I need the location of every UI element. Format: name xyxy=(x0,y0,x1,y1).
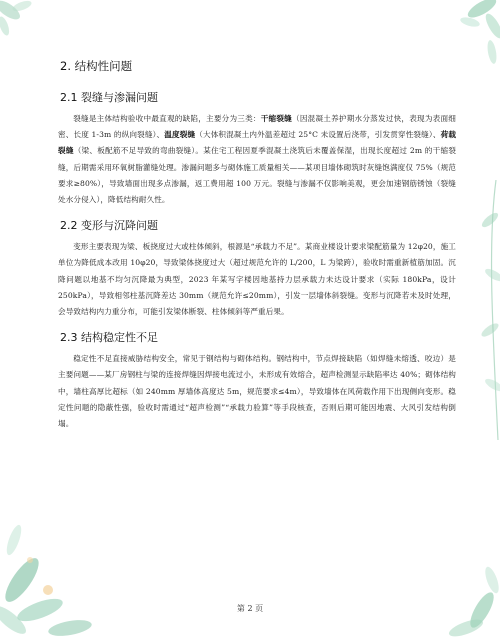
bottom-left-leaf-decoration xyxy=(0,470,120,640)
page-number: 第 2 页 xyxy=(236,604,264,613)
section-paragraph xyxy=(58,111,456,208)
section-2-3 xyxy=(58,330,456,432)
section-title: 2.2 变形与沉降问题 xyxy=(60,219,158,233)
right-leaf-decoration xyxy=(468,180,500,440)
section-title: 2.1 裂缝与渗漏问题 xyxy=(60,91,158,104)
text-run: 变形主要表现为梁、板挠度过大或柱体倾斜，根源是“承载力不足”。某商业楼设计要求梁配筋量为 12φ20，施工单位为降低成本改用 10φ20，导致梁体挠度过大（超过规范允许的 L/200，L 为梁跨），验收时需重新植筋加固。沉降问题以地基不均匀沉降最为典型，2023 年某写字楼因地基持力层承载力未达设计要求（实际 180kPa，设计 250kPa），导致相邻柱基沉降差达 30mm（规范允许≤20mm），引发一层墙体斜裂缝。变形与沉降若未及时处理，会导致结构内力重分布，可能引发梁体断裂、柱体倾斜等严重后果。 xyxy=(58,242,456,317)
bold-term: 温度裂缝 xyxy=(164,130,196,140)
text-run: 裂缝是主体结构验收中最直观的缺陷，主要分为三类： xyxy=(73,114,261,123)
section-paragraph xyxy=(58,351,456,432)
section-paragraph xyxy=(58,239,456,320)
text-run: （因混凝土养护期水分蒸发过快，表现为表面细密、长度 1-3m 的纵向裂缝）、 xyxy=(58,114,456,140)
section-2-2 xyxy=(58,218,456,320)
text-run: （大体积混凝土内外温差超过 25°C 未设置后浇带，引发贯穿性裂缝）、 xyxy=(195,130,441,140)
bold-term: 荷载裂缝 xyxy=(58,130,457,156)
section-title: 2.3 结构稳定性不足 xyxy=(60,331,158,345)
section-2-1 xyxy=(58,90,456,208)
chapter-heading: 2. 结构性问题 xyxy=(60,59,133,73)
text-run: 稳定性不足直接威胁结构安全，常见于钢结构与砌体结构。钢结构中，节点焊接缺陷（如焊缝未熔透、咬边）是主要问题——某厂房钢柱与梁的连接焊缝因焊接电流过小，未形成有效熔合，超声检测显示缺陷率达 40%；砌体结构中，墙柱高厚比超标（如 240mm 厚墙体高度达 5m，规范要求≤4m），导致墙体在风荷载作用下出现侧向变形。稳定性问题的隐蔽性强，验收时需通过“超声检测”“承载力验算”等手段核查，否则后期可能因地震、大风引发结构倒塌。 xyxy=(58,354,456,429)
document-page xyxy=(58,58,456,442)
bottom-right-leaf-decoration xyxy=(420,540,500,640)
text-run: （梁、板配筋不足导致的弯曲裂缝）。某住宅工程因夏季混凝土浇筑后未覆盖保湿，出现长度超过 2m 的干缩裂缝，后期需采用环氧树脂灌缝处理。渗漏问题多与砌体施工质量相关——某项目墙体砌筑时灰缝饱满度仅 75%（规范要求≥80%），导致墙面出现多点渗漏，返工费用超 100 万元。裂缝与渗漏不仅影响美观，更会加速钢筋锈蚀（裂缝处水分侵入），降低结构耐久性。 xyxy=(58,146,457,205)
bold-term: 干缩裂缝 xyxy=(260,114,292,123)
